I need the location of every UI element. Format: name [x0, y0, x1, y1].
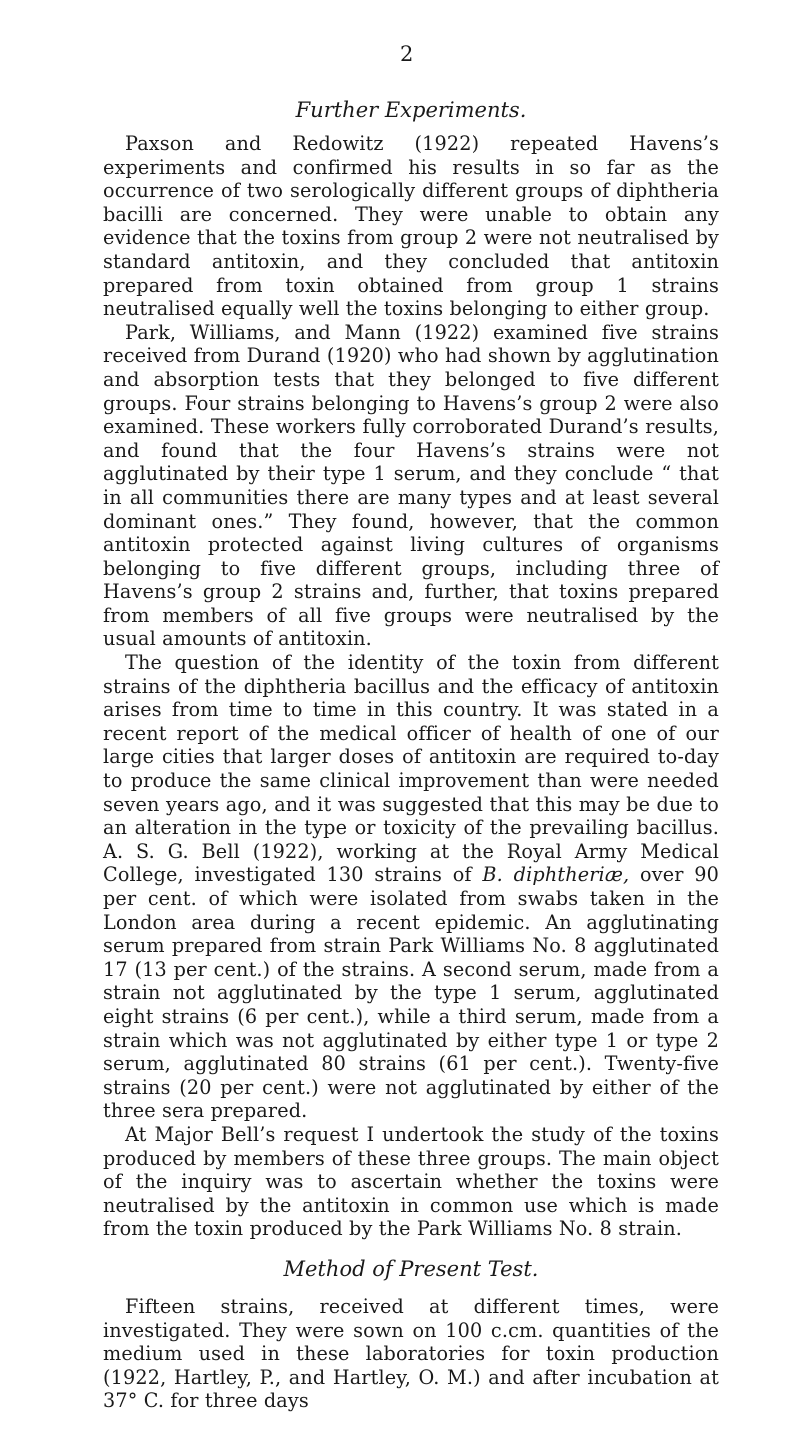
paragraph-toxin-identity-text-a: The question of the identity of the toxin from different strains of the diphtheria bacillus and the efficacy of antitoxin arises from time to time in this country. It was stated in a recent report of the medical officer of health of one of our large cities that larger doses of antitoxin are required to-day to produce the same clinical improvement than were needed seven years ago, and it was suggested that this may be due to an alteration in the type or toxicity of the prevailing bacillus. A. S. G. Bell (1922), working at the Royal Army Medical College, investigated 130 strains of [103, 651, 719, 887]
page-body [103, 56, 719, 1413]
paragraph-toxin-identity-text-b: over 90 per cent. of which were isolated from swabs taken in the London area during a recent epidemic. An agglutinating serum prepared from strain Park Williams No. 8 agglutinated 17 (13 per cent.) of the strains. A second serum, made from a strain not agglutinated by the type 1 serum, agglutinated eight strains (6 per cent.), while a third serum, made from a strain which was not agglutinated by either type 1 or type 2 serum, agglutinated 80 strains (61 per cent.). Twenty-five strains (20 per cent.) were not agglutinated by either of the three sera prepared. [103, 863, 720, 1123]
species-name: B. diphtheriæ, [482, 863, 630, 887]
paragraph-park-williams-mann: Park, Williams, and Mann (1922) examined five strains received from Durand (1920) who had shown by agglutination and absorption tests that they belonged to five different groups. Four strains belonging to Havens’s group 2 were also examined. These workers fully corroborated Durand’s results, and found that the four Havens’s strains were not agglutinated by their type 1 serum, and they conclude “ that in all communities there are many types and at least several dominant ones.” They found, however, that the common antitoxin protected against living cultures of organisms belonging to five different groups, including three of Havens’s group 2 strains and, further, that toxins prepared from members of all five groups were neutralised by the usual amounts of antitoxin. [103, 320, 719, 651]
section-heading-further-experiments: Further Experiments. [295, 98, 527, 122]
paragraph-toxin-identity [103, 651, 719, 1123]
paragraph-fifteen-strains: Fifteen strains, received at different times, were investigated. They were sown on 100 c.cm. quantities of the medium used in these laboratories for toxin production (1922, Hartley, P., and Hartley, O. M.) and after incubation at 37° C. for three days [103, 1294, 719, 1413]
section-heading-method-of-present-test: Method of Present Test. [283, 1256, 539, 1281]
paragraph-paxson-redowitz: Paxson and Redowitz (1922) repeated Havens’s experiments and confirmed his results in so far as the occurrence of two serologically different groups of diphtheria bacilli are concerned. They were unable to obtain any evidence that the toxins from group 2 were not neutralised by standard antitoxin, and they concluded that antitoxin prepared from toxin obtained from group 1 strains neutralised equally well the toxins belonging to either group. [103, 132, 719, 321]
page-number: 2 [400, 42, 414, 66]
paragraph-major-bell-request: At Major Bell’s request I undertook the study of the toxins produced by members of these three groups. The main object of the inquiry was to ascertain whether the toxins were neutralised by the antitoxin in common use which is made from the toxin produced by the Park Williams No. 8 strain. [103, 1122, 719, 1241]
